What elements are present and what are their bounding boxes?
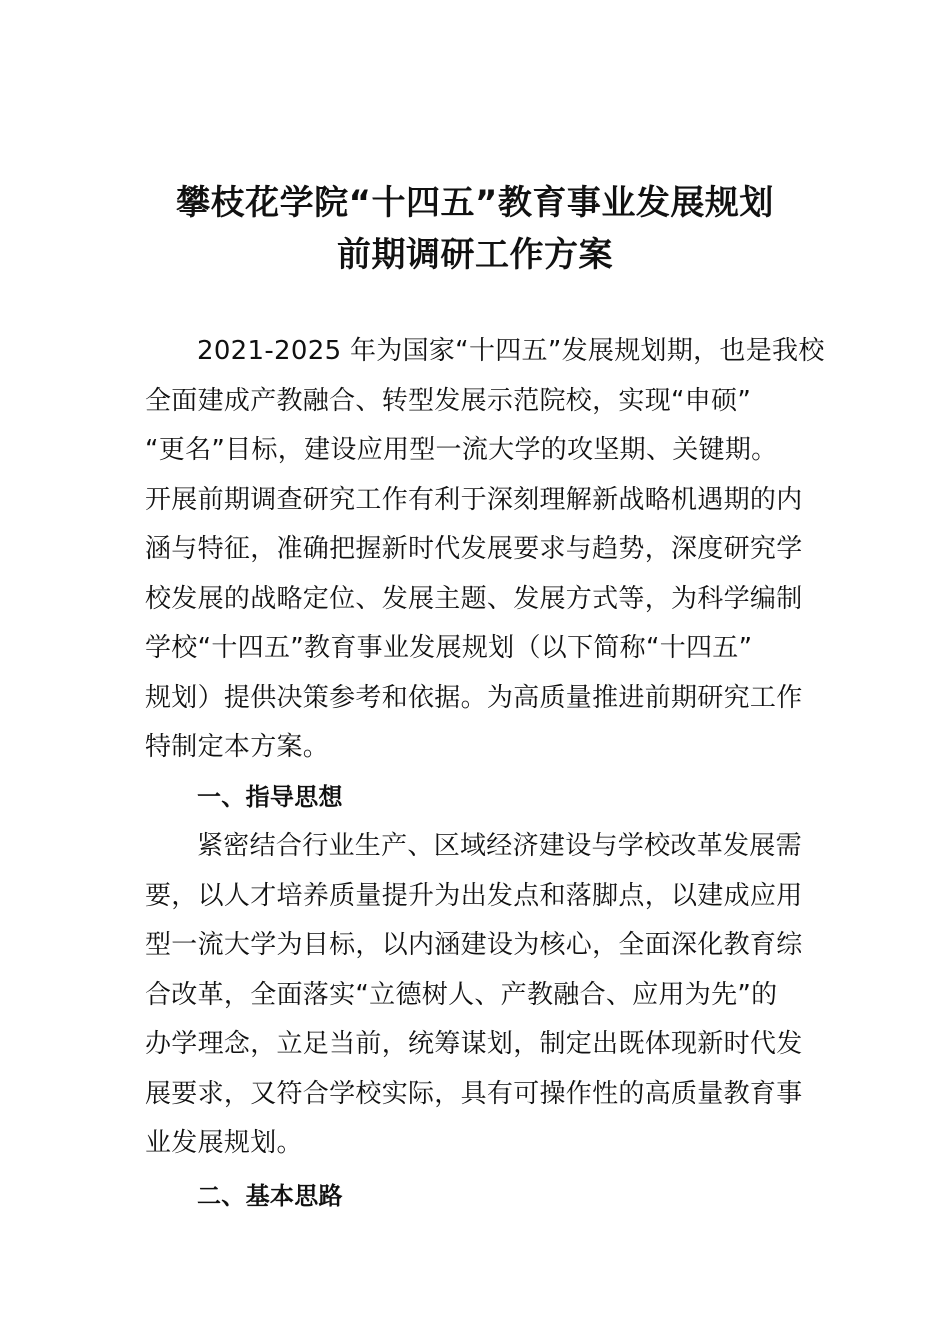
paragraph-line: 型一流大学为目标，以内涵建设为核心，全面深化教育综	[145, 930, 803, 960]
document-body	[145, 327, 825, 1221]
paragraph-line: 特制定本方案。	[145, 732, 330, 762]
paragraph-line: 涵与特征，准确把握新时代发展要求与趋势，深度研究学	[145, 534, 803, 564]
paragraph-line: 合改革，全面落实“立德树人、产教融合、应用为先”的	[145, 979, 778, 1010]
paragraph-line: 要，以人才培养质量提升为出发点和落脚点，以建成应用	[145, 880, 803, 911]
paragraph-line: 展要求，又符合学校实际，具有可操作性的高质量教育事	[145, 1078, 803, 1109]
paragraph-line: 学校“十四五”教育事业发展规划（以下简称“十四五”	[145, 633, 753, 663]
document-title-line-1: 攀枝花学院“十四五”教育事业发展规划	[176, 183, 774, 223]
paragraph-line: 2021-2025 年为国家“十四五”发展规划期，也是我校	[197, 336, 825, 366]
paragraph-line: 校发展的战略定位、发展主题、发展方式等，为科学编制	[145, 583, 803, 614]
paragraph-line: 业发展规划。	[145, 1128, 303, 1158]
paragraph-line: 办学理念，立足当前，统筹谋划，制定出既体现新时代发	[145, 1029, 803, 1059]
paragraph-line: 紧密结合行业生产、区域经济建设与学校改革发展需	[197, 831, 802, 861]
paragraph-line: “更名”目标，建设应用型一流大学的攻坚期、关键期。	[145, 435, 778, 465]
section-heading: 二、基本思路	[197, 1181, 343, 1210]
paragraph-line: 全面建成产教融合、转型发展示范院校，实现“申硕”	[145, 385, 752, 416]
paragraph-line: 规划）提供决策参考和依据。为高质量推进前期研究工作	[145, 682, 803, 713]
paragraph-line: 开展前期调查研究工作有利于深刻理解新战略机遇期的内	[145, 484, 803, 515]
document-title-line-2: 前期调研工作方案	[337, 235, 613, 275]
section-heading: 一、指导思想	[197, 782, 343, 811]
